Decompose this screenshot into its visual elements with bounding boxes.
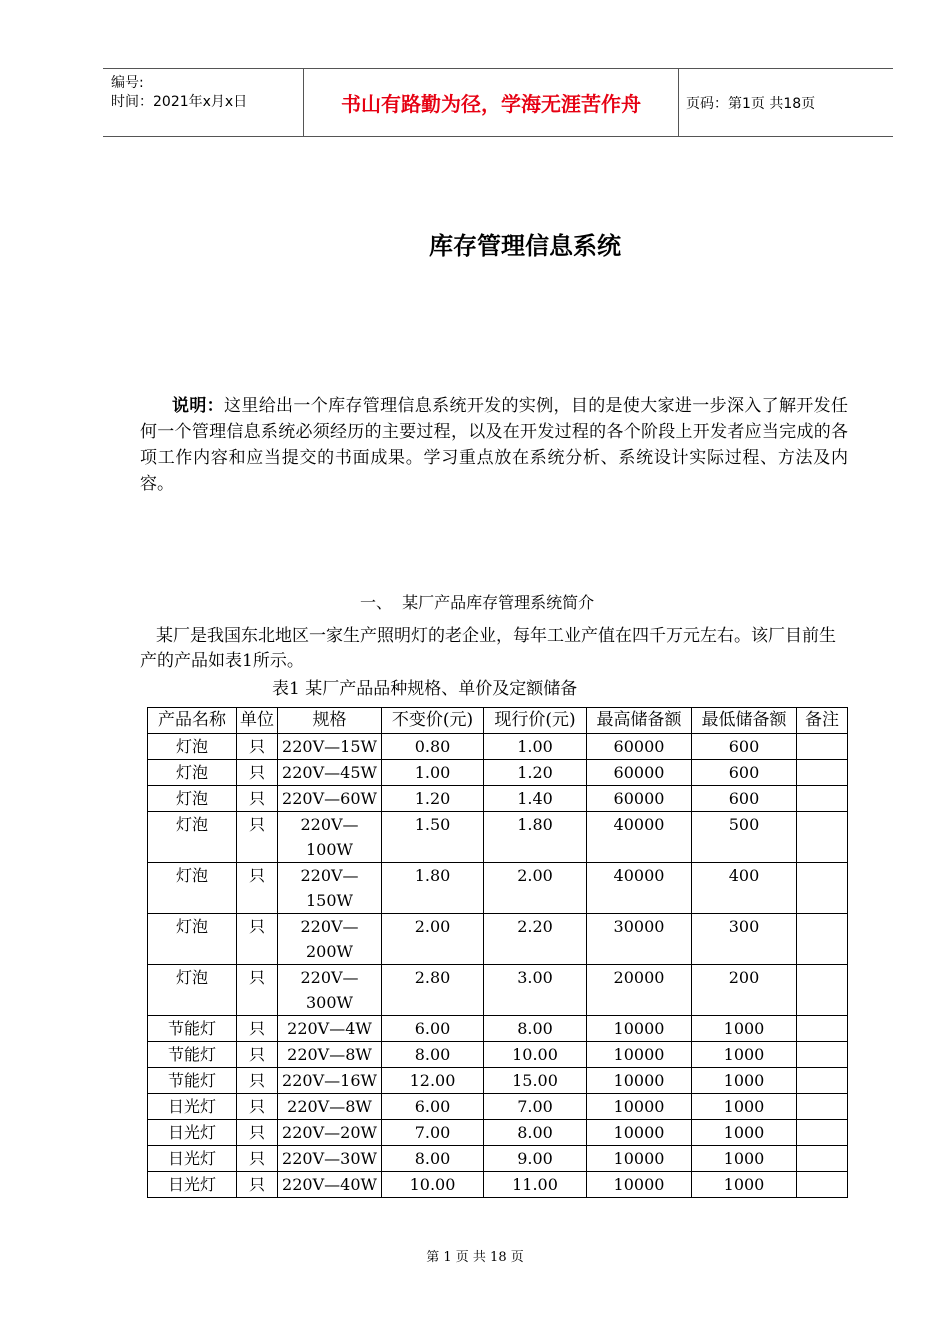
cell-remarks [797,1146,848,1172]
table-row [148,734,848,760]
cell-spec: 220V—40W [278,1172,382,1198]
cell-max-reserve: 10000 [587,1172,692,1198]
table-row [148,1068,848,1094]
cell-max-reserve: 10000 [587,1146,692,1172]
table-row [148,1146,848,1172]
cell-constant-price: 12.00 [382,1068,484,1094]
cell-remarks [797,1016,848,1042]
table-row [148,1094,848,1120]
cell-min-reserve: 300 [692,914,797,965]
col-header-remarks: 备注 [797,708,848,734]
cell-constant-price: 1.50 [382,812,484,863]
cell-product-name: 灯泡 [148,786,237,812]
cell-spec: 220V—20W [278,1120,382,1146]
cell-constant-price: 6.00 [382,1016,484,1042]
cell-product-name: 日光灯 [148,1094,237,1120]
cell-unit: 只 [237,1146,278,1172]
cell-max-reserve: 10000 [587,1068,692,1094]
cell-constant-price: 10.00 [382,1172,484,1198]
cell-unit: 只 [237,760,278,786]
cell-min-reserve: 600 [692,734,797,760]
cell-max-reserve: 40000 [587,812,692,863]
table-row [148,786,848,812]
cell-remarks [797,1094,848,1120]
cell-remarks [797,734,848,760]
cell-product-name: 灯泡 [148,914,237,965]
cell-spec: 220V—150W [278,863,382,914]
cell-remarks [797,786,848,812]
cell-product-name: 灯泡 [148,760,237,786]
cell-current-price: 15.00 [484,1068,587,1094]
document-title: 库存管理信息系统 [429,232,621,260]
col-header-unit: 单位 [237,708,278,734]
col-header-spec: 规格 [278,708,382,734]
cell-current-price: 2.20 [484,914,587,965]
cell-product-name: 节能灯 [148,1042,237,1068]
cell-current-price: 1.40 [484,786,587,812]
note-label: 说明： [172,396,225,416]
table-row [148,965,848,1016]
cell-min-reserve: 1000 [692,1120,797,1146]
table-row [148,1172,848,1198]
cell-product-name: 灯泡 [148,812,237,863]
cell-min-reserve: 1000 [692,1068,797,1094]
cell-max-reserve: 10000 [587,1016,692,1042]
cell-unit: 只 [237,863,278,914]
cell-remarks [797,812,848,863]
table-row [148,1120,848,1146]
table-row [148,812,848,863]
cell-current-price: 2.00 [484,863,587,914]
cell-spec: 220V—16W [278,1068,382,1094]
cell-min-reserve: 1000 [692,1172,797,1198]
cell-unit: 只 [237,1120,278,1146]
cell-max-reserve: 10000 [587,1094,692,1120]
document-number-label: 编号: [111,75,144,91]
cell-unit: 只 [237,1172,278,1198]
cell-max-reserve: 20000 [587,965,692,1016]
table-body [148,734,848,1198]
cell-remarks [797,1120,848,1146]
cell-constant-price: 1.80 [382,863,484,914]
cell-max-reserve: 40000 [587,863,692,914]
cell-max-reserve: 60000 [587,734,692,760]
cell-min-reserve: 1000 [692,1146,797,1172]
cell-max-reserve: 30000 [587,914,692,965]
col-header-current-price: 现行价(元) [484,708,587,734]
cell-current-price: 10.00 [484,1042,587,1068]
cell-constant-price: 1.20 [382,786,484,812]
cell-min-reserve: 200 [692,965,797,1016]
cell-product-name: 灯泡 [148,734,237,760]
cell-constant-price: 1.00 [382,760,484,786]
cell-spec: 220V—300W [278,965,382,1016]
cell-spec: 220V—45W [278,760,382,786]
cell-min-reserve: 400 [692,863,797,914]
table-header-row [148,708,848,734]
cell-max-reserve: 10000 [587,1120,692,1146]
cell-spec: 220V—15W [278,734,382,760]
cell-current-price: 8.00 [484,1016,587,1042]
cell-spec: 220V—100W [278,812,382,863]
cell-min-reserve: 500 [692,812,797,863]
cell-max-reserve: 60000 [587,786,692,812]
document-time-label: 时间：2021年x月x日 [111,94,248,110]
cell-constant-price: 8.00 [382,1042,484,1068]
header-meta [103,69,303,136]
table-row [148,863,848,914]
cell-constant-price: 6.00 [382,1094,484,1120]
page-footer: 第 1 页 共 18 页 [426,1250,524,1265]
col-header-product-name: 产品名称 [148,708,237,734]
cell-unit: 只 [237,734,278,760]
cell-product-name: 日光灯 [148,1172,237,1198]
product-table-container [147,707,848,1198]
col-header-min-reserve: 最低储备额 [692,708,797,734]
cell-remarks [797,1042,848,1068]
cell-remarks [797,1172,848,1198]
cell-spec: 220V—8W [278,1094,382,1120]
cell-constant-price: 7.00 [382,1120,484,1146]
col-header-max-reserve: 最高储备额 [587,708,692,734]
cell-constant-price: 0.80 [382,734,484,760]
cell-product-name: 灯泡 [148,965,237,1016]
cell-current-price: 8.00 [484,1120,587,1146]
cell-unit: 只 [237,1042,278,1068]
cell-current-price: 1.20 [484,760,587,786]
cell-current-price: 11.00 [484,1172,587,1198]
cell-unit: 只 [237,812,278,863]
cell-min-reserve: 600 [692,760,797,786]
cell-min-reserve: 1000 [692,1094,797,1120]
cell-min-reserve: 600 [692,786,797,812]
col-header-constant-price: 不变价(元) [382,708,484,734]
cell-spec: 220V—200W [278,914,382,965]
cell-remarks [797,863,848,914]
cell-unit: 只 [237,914,278,965]
table-caption: 表1 某厂产品品种规格、单价及定额储备 [272,679,578,699]
cell-spec: 220V—8W [278,1042,382,1068]
cell-constant-price: 8.00 [382,1146,484,1172]
cell-current-price: 1.80 [484,812,587,863]
cell-spec: 220V—60W [278,786,382,812]
cell-product-name: 节能灯 [148,1016,237,1042]
cell-unit: 只 [237,1094,278,1120]
cell-current-price: 1.00 [484,734,587,760]
table-row [148,1042,848,1068]
section-heading: 一、 某厂产品库存管理系统简介 [360,593,595,612]
product-table [147,707,848,1198]
cell-current-price: 9.00 [484,1146,587,1172]
cell-remarks [797,760,848,786]
cell-unit: 只 [237,1016,278,1042]
cell-min-reserve: 1000 [692,1016,797,1042]
table-row [148,760,848,786]
cell-product-name: 灯泡 [148,863,237,914]
table-row [148,1016,848,1042]
cell-product-name: 日光灯 [148,1146,237,1172]
cell-constant-price: 2.00 [382,914,484,965]
header-slogan: 书山有路勤为径，学海无涯苦作舟 [303,69,679,136]
page-header [103,68,893,137]
cell-spec: 220V—30W [278,1146,382,1172]
cell-max-reserve: 10000 [587,1042,692,1068]
header-page-info: 页码：第1页 共18页 [686,95,816,112]
cell-product-name: 节能灯 [148,1068,237,1094]
cell-constant-price: 2.80 [382,965,484,1016]
cell-remarks [797,1068,848,1094]
cell-unit: 只 [237,1068,278,1094]
cell-unit: 只 [237,965,278,1016]
note-text: 这里给出一个库存管理信息系统开发的实例，目的是使大家进一步深入了解开发任何一个管理信息系统必须经历的主要过程，以及在开发过程的各个阶段上开发者应当完成的各项工作内容和应当提交的书面成果。学习重点放在系统分析、系统设计实际过程、方法及内容。 [140,396,849,494]
note-paragraph [140,393,848,497]
cell-min-reserve: 1000 [692,1042,797,1068]
cell-max-reserve: 60000 [587,760,692,786]
table-row [148,914,848,965]
cell-remarks [797,914,848,965]
cell-current-price: 7.00 [484,1094,587,1120]
cell-spec: 220V—4W [278,1016,382,1042]
cell-unit: 只 [237,786,278,812]
cell-remarks [797,965,848,1016]
intro-paragraph: 某厂是我国东北地区一家生产照明灯的老企业，每年工业产值在四千万元左右。该厂目前生产的产品如表1所示。 [140,626,836,671]
cell-product-name: 日光灯 [148,1120,237,1146]
cell-current-price: 3.00 [484,965,587,1016]
